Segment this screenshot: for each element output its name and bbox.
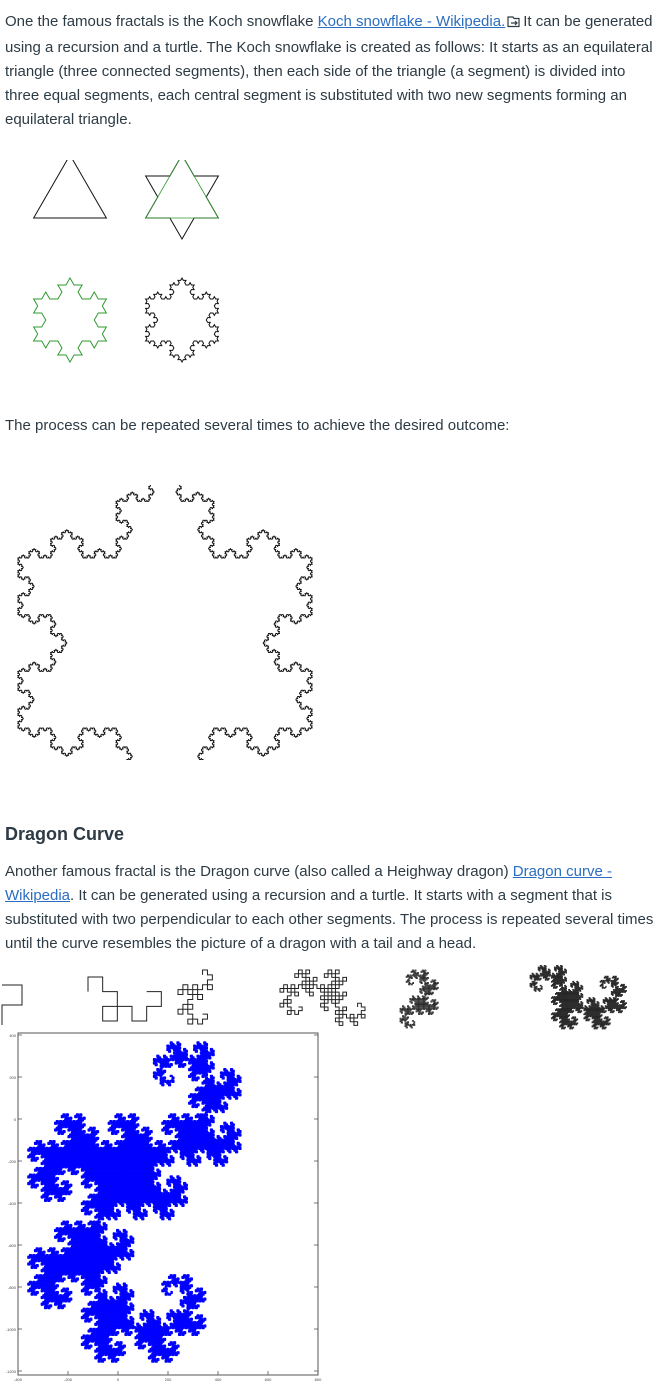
koch-step-1-base bbox=[146, 160, 219, 218]
koch-step-3 bbox=[146, 278, 219, 362]
dragon-curve-plot bbox=[0, 1030, 330, 1385]
koch-paragraph bbox=[5, 10, 655, 132]
x-tick-label: 400 bbox=[214, 1377, 222, 1382]
dragon-step-4 bbox=[88, 977, 161, 1021]
koch-description-text: It can be generated using a recursion and a turtle. The Koch snowflake is created as follows: It starts as an equilateral triangle (three connected segments), then each side of the triangle (a segment) is divided into three equal segments, each central segment is substituted with two new segments forming an equilateral triangle. bbox=[5, 13, 653, 128]
dragon-step-8 bbox=[280, 970, 365, 1025]
koch-iteration-steps-figure bbox=[30, 160, 230, 375]
y-tick-label: -600 bbox=[7, 1243, 16, 1248]
y-tick-label: -200 bbox=[7, 1159, 16, 1164]
y-tick-label: -800 bbox=[7, 1285, 16, 1290]
dragon-step-2 bbox=[2, 985, 22, 1025]
x-tick-label: -200 bbox=[63, 1377, 73, 1382]
x-tick-label: 800 bbox=[314, 1377, 322, 1382]
koch-wikipedia-link[interactable]: Koch snowflake - Wikipedia. bbox=[317, 13, 506, 30]
dragon-iteration-steps-figure bbox=[0, 965, 664, 1030]
koch-step-0 bbox=[34, 160, 107, 218]
x-tick-label: -400 bbox=[13, 1377, 23, 1382]
dragon-intro-text: Another famous fractal is the Dragon curve (also called a Heighway dragon) bbox=[5, 863, 513, 880]
koch-repeat-paragraph: The process can be repeated several times to achieve the desired outcome: bbox=[5, 417, 510, 434]
y-tick-label: 200 bbox=[9, 1075, 16, 1080]
x-tick-label: 600 bbox=[264, 1377, 272, 1382]
koch-step-2 bbox=[34, 278, 107, 362]
y-tick-label: 400 bbox=[9, 1033, 16, 1038]
y-tick-label: 0 bbox=[13, 1117, 16, 1122]
dragon-step-6 bbox=[178, 970, 212, 1024]
koch-snowflake-large bbox=[18, 485, 312, 760]
dragon-curve-heading: Dragon Curve bbox=[5, 824, 125, 844]
y-tick-label: -1000 bbox=[5, 1327, 16, 1332]
dragon-step-10 bbox=[400, 970, 438, 1028]
x-tick-label: 200 bbox=[164, 1377, 172, 1382]
dragon-wikipedia-link[interactable]: Dragon curve - Wikipedia bbox=[5, 863, 612, 904]
koch-intro-text: One the famous fractals is the Koch snowflake bbox=[5, 13, 318, 30]
koch-snowflake-large-figure bbox=[10, 485, 330, 760]
dragon-paragraph bbox=[5, 860, 655, 956]
dragon-step-12 bbox=[530, 965, 627, 1029]
y-tick-label: -1200 bbox=[5, 1369, 16, 1374]
dragon-description-text: . It can be generated using a recursion and a turtle. It starts with a segment that is substituted with two perpendicular to each other segments. The process is repeated several times until the curve resembles the picture of a dragon with a tail and a head. bbox=[5, 887, 654, 952]
external-link-icon bbox=[507, 12, 521, 36]
x-tick-label: 0 bbox=[116, 1377, 120, 1382]
y-tick-label: -400 bbox=[7, 1201, 16, 1206]
